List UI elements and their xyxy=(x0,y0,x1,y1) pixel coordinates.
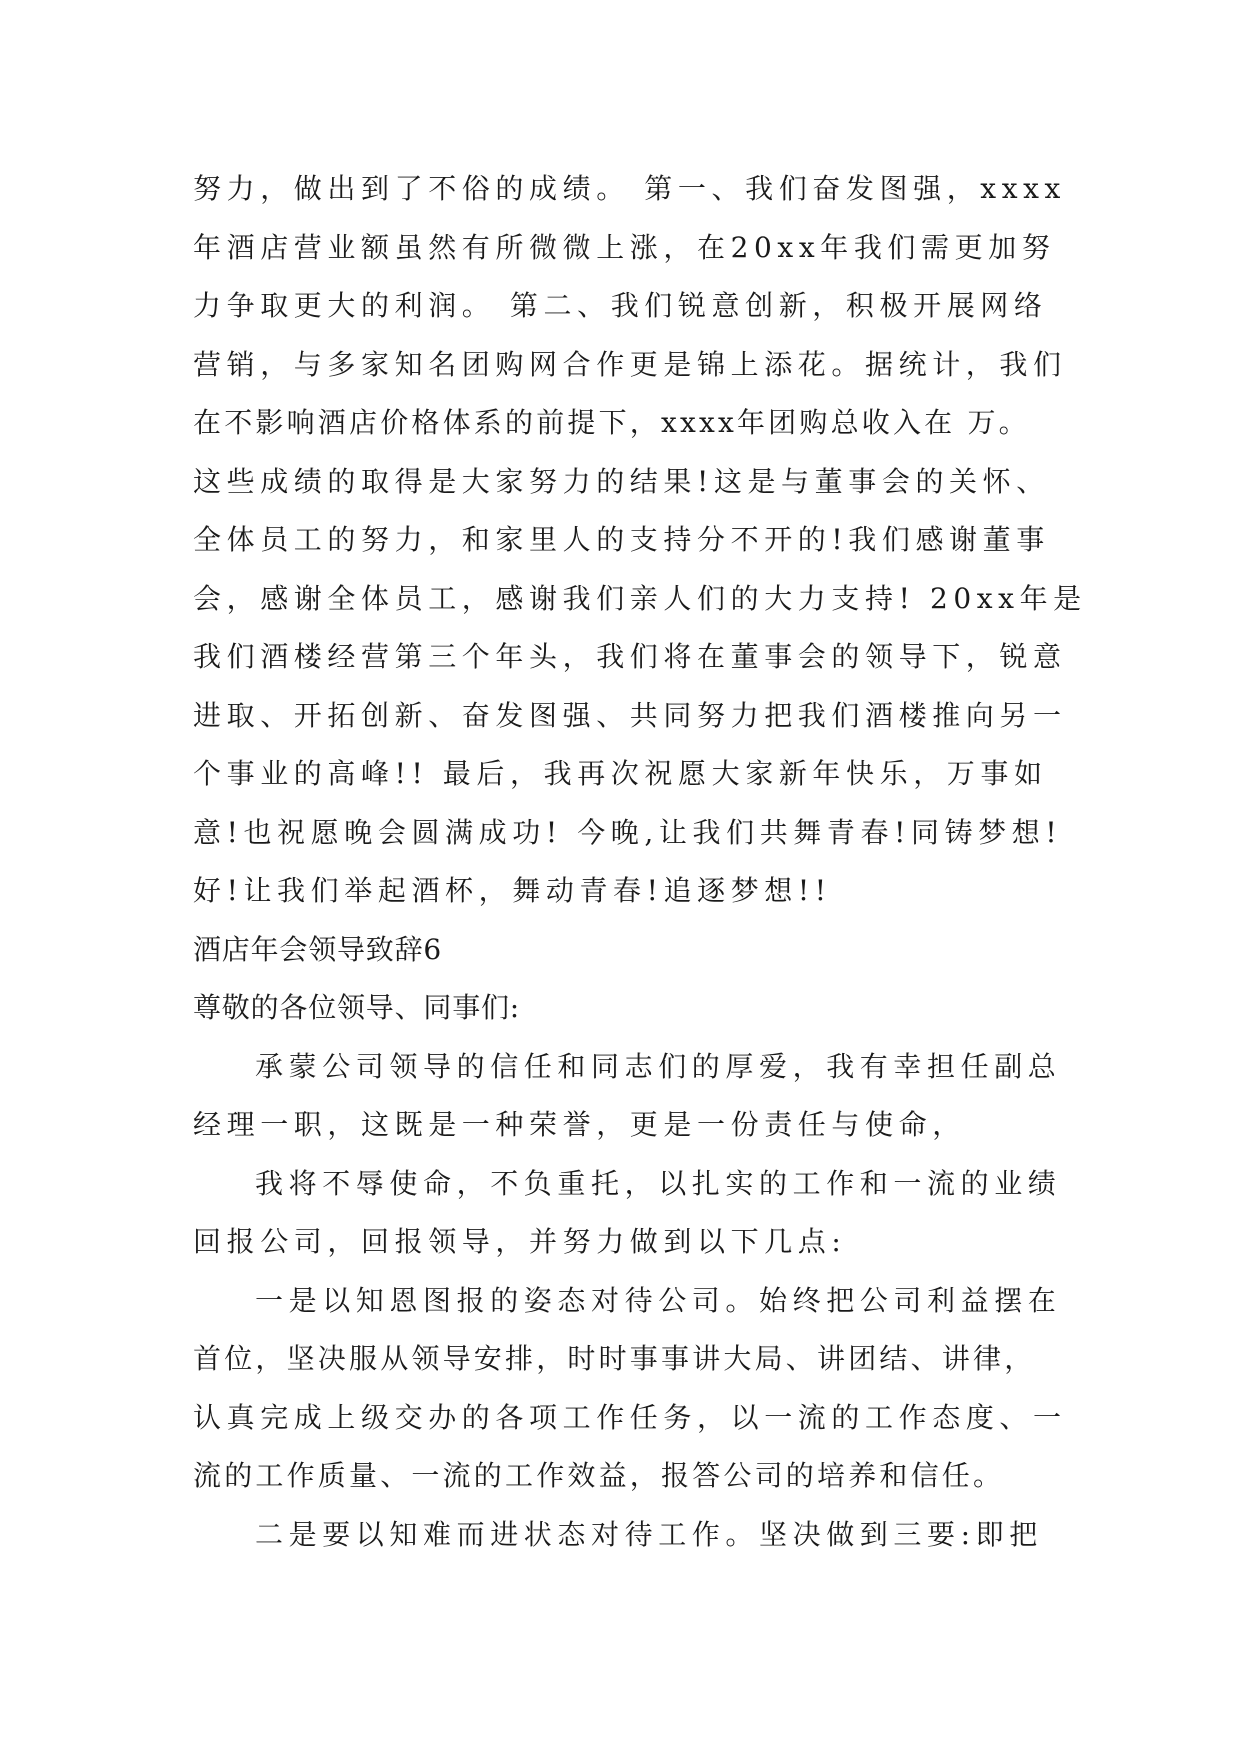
section-heading: 酒店年会领导致辞6 xyxy=(193,932,443,966)
text-line: 我们酒楼经营第三个年头，我们将在董事会的领导下，锐意 xyxy=(193,640,1067,673)
text-line: 经理一职，这既是一种荣誉，更是一份责任与使命， xyxy=(193,1108,966,1141)
text-line: 营销，与多家知名团购网合作更是锦上添花。据统计，我们 xyxy=(193,347,1067,381)
text-line: 力争取更大的利润。 第二、我们锐意创新，积极开展网络 xyxy=(193,289,1048,322)
text-line: 努力，做出到了不俗的成绩。 第一、我们奋发图强，xxxx xyxy=(193,172,1066,205)
document-body xyxy=(193,160,1087,1564)
paragraph-start: 一是以知恩图报的姿态对待公司。始终把公司利益摆在 xyxy=(255,1283,1062,1317)
text-line: 会，感谢全体员工，感谢我们亲人们的大力支持! 20xx年是 xyxy=(193,581,1087,615)
text-line: 全体员工的努力，和家里人的支持分不开的!我们感谢董事 xyxy=(193,523,1050,556)
text-line: 个事业的高峰!! 最后，我再次祝愿大家新年快乐，万事如 xyxy=(193,757,1048,790)
text-line: 在不影响酒店价格体系的前提下，xxxx年团购总收入在 万。 xyxy=(193,406,1030,439)
text-line: 这些成绩的取得是大家努力的结果!这是与董事会的关怀、 xyxy=(193,464,1050,498)
text-line: 年酒店营业额虽然有所微微上涨，在20xx年我们需更加努 xyxy=(193,230,1056,264)
text-line: 回报公司，回报领导，并努力做到以下几点: xyxy=(193,1225,847,1258)
paragraph-start: 我将不辱使命，不负重托，以扎实的工作和一流的业绩 xyxy=(255,1166,1062,1200)
text-line: 首位，坚决服从领导安排，时时事事讲大局、讲团结、讲律， xyxy=(193,1342,1036,1375)
text-line: 好!让我们举起酒杯，舞动青春!追逐梦想!! xyxy=(193,874,832,907)
salutation: 尊敬的各位领导、同事们: xyxy=(193,991,521,1024)
paragraph-start: 承蒙公司领导的信任和同志们的厚爱，我有幸担任副总 xyxy=(255,1049,1062,1083)
text-line: 认真完成上级交办的各项工作任务，以一流的工作态度、一 xyxy=(193,1400,1067,1434)
text-line: 进取、开拓创新、奋发图强、共同努力把我们酒楼推向另一 xyxy=(193,698,1067,732)
text-line: 意!也祝愿晚会圆满成功! 今晚,让我们共舞青春!同铸梦想! xyxy=(193,815,1063,849)
paragraph-start: 二是要以知难而进状态对待工作。坚决做到三要:即把 xyxy=(255,1517,1043,1551)
text-line: 流的工作质量、一流的工作效益，报答公司的培养和信任。 xyxy=(193,1459,1005,1492)
